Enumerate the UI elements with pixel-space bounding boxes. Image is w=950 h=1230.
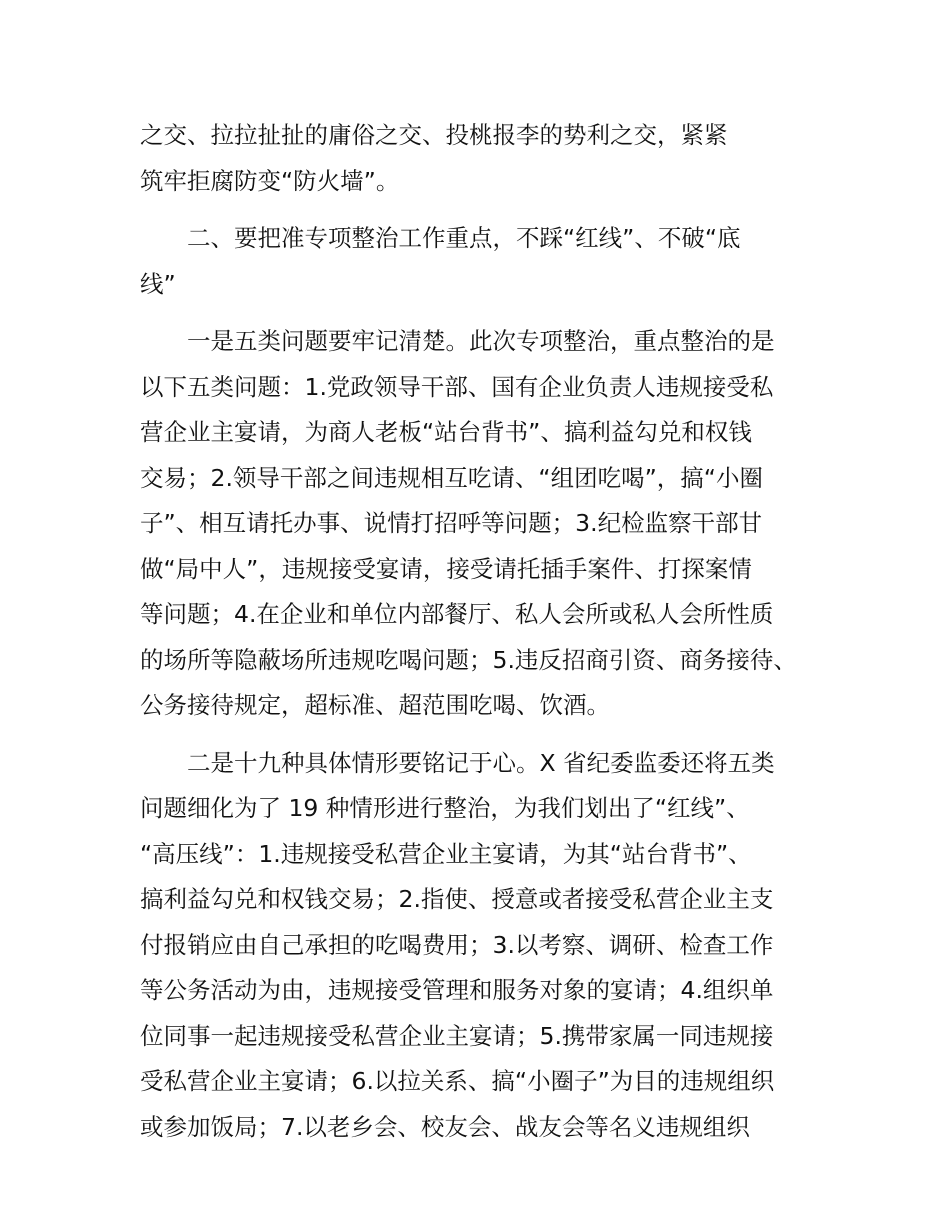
paragraph-nineteen-situations [140, 741, 840, 1151]
text-line: 之交、拉拉扯扯的庸俗之交、投桃报李的势利之交，紧紧 [140, 121, 728, 149]
text-line: 或参加饭局；7.以老乡会、校友会、战友会等名义违规组织 [140, 1112, 750, 1141]
text-line: 公务接待规定，超标准、超范围吃喝、饮酒。 [140, 691, 610, 719]
section-heading [140, 216, 840, 307]
paragraph-five-categories [140, 319, 840, 729]
paragraph-1 [140, 113, 840, 204]
document-body [140, 113, 840, 1150]
text-line: 搞利益勾兑和权钱交易；2.指使、授意或者接受私营企业主支 [140, 885, 774, 913]
text-line: 以下五类问题：1.党政领导干部、国有企业负责人违规接受私 [140, 372, 774, 401]
text-line: 付报销应由自己承担的吃喝费用；3.以考察、调研、检查工作 [140, 930, 774, 959]
text-line: 营企业主宴请，为商人老板“站台背书”、搞利益勾兑和权钱 [140, 418, 752, 446]
text-line: 等问题；4.在企业和单位内部餐厅、私人会所或私人会所性质 [140, 600, 774, 628]
text-line: 问题细化为了 19 种情形进行整治，为我们划出了“红线”、 [140, 794, 750, 822]
text-line: 子”、相互请托办事、说情打招呼等问题；3.纪检监察干部甘 [140, 509, 763, 537]
text-line: “高压线”：1.违规接受私营企业主宴请，为其“站台背书”、 [140, 839, 752, 868]
text-line: 线” [140, 269, 176, 298]
text-line: 二、要把准专项整治工作重点，不踩“红线”、不破“底 [187, 224, 741, 252]
text-line: 的场所等隐蔽场所违规吃喝问题；5.违反招商引资、商务接待、 [140, 645, 797, 674]
text-line: 二是十九种具体情形要铭记于心。X 省纪委监委还将五类 [187, 748, 775, 777]
text-line: 等公务活动为由，违规接受管理和服务对象的宴请；4.组织单 [140, 976, 774, 1004]
text-line: 筑牢拒腐防变“防火墙”。 [140, 166, 400, 195]
text-line: 交易；2.领导干部之间违规相互吃请、“组团吃喝”，搞“小圈 [140, 463, 763, 492]
text-line: 位同事一起违规接受私营企业主宴请；5.携带家属一同违规接 [140, 1021, 774, 1050]
text-line: 一是五类问题要牢记清楚。此次专项整治，重点整治的是 [187, 327, 775, 355]
text-line: 受私营企业主宴请；6.以拉关系、搞“小圈子”为目的违规组织 [140, 1067, 775, 1095]
text-line: 做“局中人”，违规接受宴请，接受请托插手案件、打探案情 [140, 554, 752, 583]
